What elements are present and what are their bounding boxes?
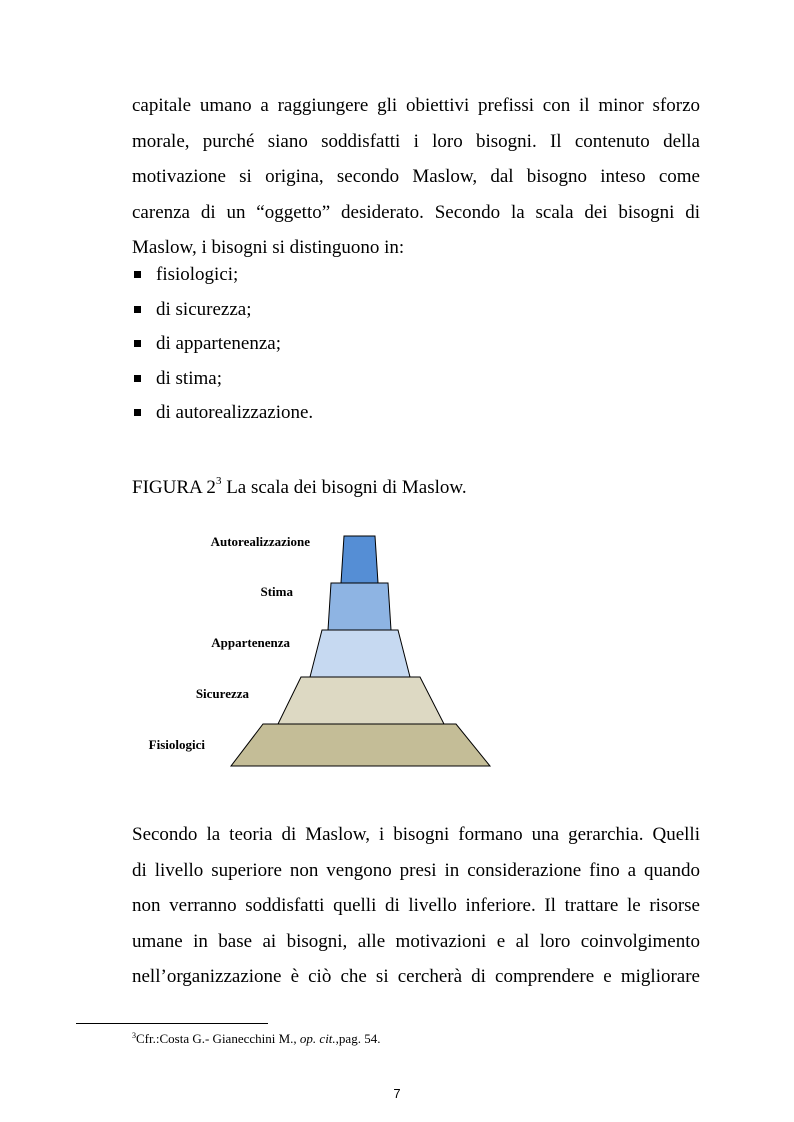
pyramid-label-stima: Stima [260, 584, 293, 599]
figure-label: FIGURA 2 [132, 477, 216, 498]
bullet-square-icon [134, 306, 141, 313]
bullet-square-icon [134, 340, 141, 347]
list-item-text: di appartenenza; [156, 333, 282, 354]
list-item [132, 362, 313, 397]
footnote-text-end: ,pag. 54. [335, 1031, 381, 1046]
bullet-square-icon [134, 409, 141, 416]
list-item-text: di autorealizzazione. [156, 402, 314, 423]
list-item [132, 396, 313, 431]
bullet-square-icon [134, 375, 141, 382]
list-item-text: di sicurezza; [156, 298, 252, 320]
text-line: non verranno soddisfatti quelli di livello inferiore. Il trattare le risorse [132, 895, 700, 916]
figure-caption [132, 470, 467, 505]
text-line: umane in base ai bisogni, alle motivazioni e al loro coinvolgimento [132, 930, 700, 952]
footnote-number: 3 [132, 1031, 136, 1040]
pyramid-level-stima [328, 583, 391, 630]
pyramid-level-appartenenza [310, 630, 410, 677]
list-item-text: fisiologici; [156, 264, 239, 285]
text-line: morale, purché siano soddisfatti i loro bisogni. Il contenuto della [132, 130, 700, 152]
pyramid-label-fisiologici: Fisiologici [148, 737, 205, 752]
pyramid-label-autorealizzazione: Autorealizzazione [210, 534, 310, 549]
text-line: Secondo la teoria di Maslow, i bisogni formano una gerarchia. Quelli [132, 824, 700, 845]
pyramid-level-autorealizzazione [341, 536, 378, 583]
text-line: motivazione si origina, secondo Maslow, dal bisogno inteso come [132, 166, 700, 187]
list-item [132, 327, 313, 362]
list-item [132, 258, 313, 293]
text-line: carenza di un “oggetto” desiderato. Secondo la scala dei bisogni di [132, 201, 700, 223]
text-line: nell’organizzazione è ciò che si cercherà di comprendere e migliorare [132, 966, 700, 987]
pyramid-level-fisiologici [231, 724, 490, 766]
pyramid-label-appartenenza: Appartenenza [211, 635, 290, 650]
maslow-pyramid [120, 520, 520, 780]
pyramid-label-sicurezza: Sicurezza [195, 686, 249, 701]
list-item [132, 293, 313, 328]
figure-title: La scala dei bisogni di Maslow. [226, 477, 467, 498]
pyramid-level-sicurezza [278, 677, 444, 724]
footnote-italic: op. cit. [299, 1031, 336, 1046]
text-line: di livello superiore non vengono presi in considerazione fino a quando [132, 859, 700, 881]
needs-list [132, 258, 313, 431]
bullet-square-icon [134, 271, 141, 278]
paragraph-intro [132, 88, 700, 266]
paragraph-hierarchy [132, 817, 700, 995]
text-line: Maslow, i bisogni si distinguono in: [132, 237, 405, 258]
page-number: 7 [393, 1086, 401, 1101]
list-item-text: di stima; [156, 367, 222, 389]
footnote-text: Cfr.:Costa G.- Gianecchini M., [136, 1031, 300, 1046]
footnote-ref: 3 [215, 475, 222, 487]
footnote-separator [76, 1023, 268, 1024]
footnote [132, 1031, 380, 1047]
text-line: capitale umano a raggiungere gli obiettivi prefissi con il minor sforzo [132, 95, 700, 116]
